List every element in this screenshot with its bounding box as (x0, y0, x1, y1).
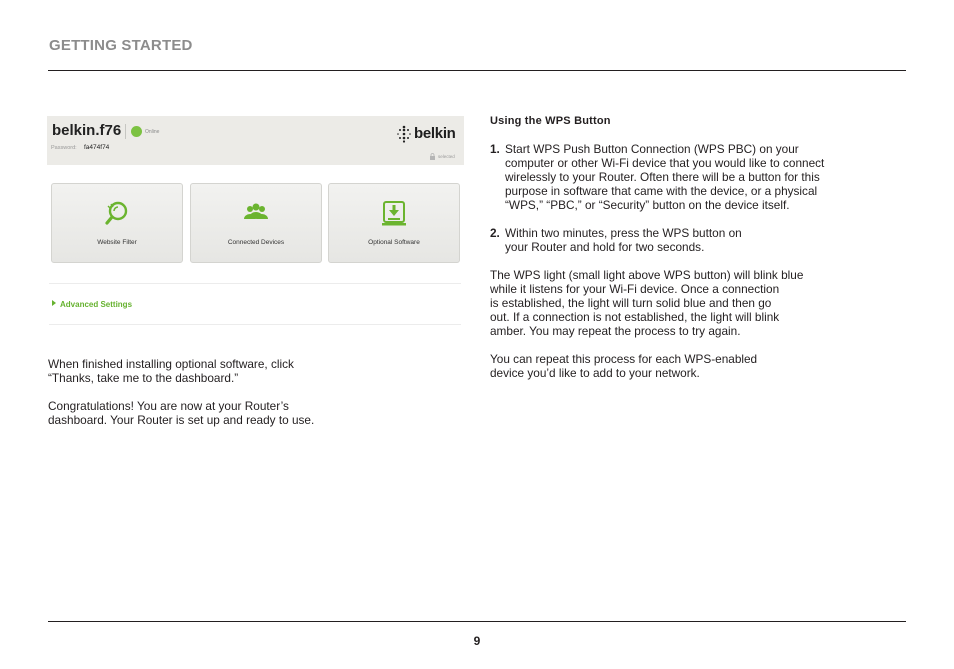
paragraph: When finished installing optional software, click “Thanks, take me to the dashboard.” (48, 357, 294, 385)
divider (125, 124, 126, 139)
device-name: belkin.f76 (52, 122, 122, 139)
tile-label: Connected Devices (227, 239, 285, 246)
website-filter-icon (103, 199, 131, 227)
belkin-logo (396, 124, 460, 144)
password-value: fa474f74 (84, 144, 110, 151)
optional-software-icon (380, 199, 408, 227)
status-text: Online (145, 129, 160, 135)
paragraph: Congratulations! You are now at your Router’s dashboard. Your Router is set up and ready to use. (48, 399, 315, 427)
optional-software-tile[interactable] (328, 183, 460, 263)
wps-heading: Using the WPS Button (490, 115, 611, 127)
online-status-icon (131, 126, 142, 137)
step-number: 1. (490, 142, 500, 156)
belkin-logo-icon (396, 125, 412, 143)
step-number: 2. (490, 226, 500, 240)
password-label: Password: (51, 145, 77, 151)
advanced-settings-link[interactable]: Advanced Settings (60, 300, 133, 309)
footer-rule (48, 621, 906, 622)
website-filter-tile[interactable] (51, 183, 183, 263)
list-item (490, 226, 890, 254)
step-text: Start WPS Push Button Connection (WPS PBC) on your computer or other Wi-Fi device that you would like to connect wirelessly to your Router. Often there will be a button for this purpose in software that came with the device, or a physical “WPS,” “PBC,” or “Security” button on the device itself. (505, 142, 825, 212)
paragraph: The WPS light (small light above WPS button) will blink blue while it listens for your Wi-Fi device. Once a connection is established, the light will turn solid blue and then go out. If a connection is not established, the light will blink amber. You may repeat the process to try again. (490, 268, 804, 338)
chevron-right-icon (52, 300, 56, 306)
section-title: GETTING STARTED (49, 37, 193, 54)
right-column (490, 114, 890, 394)
dashboard-header (47, 116, 464, 165)
connected-devices-icon (242, 199, 270, 227)
list-item (490, 142, 890, 212)
page-number: 9 (473, 634, 481, 648)
divider (49, 283, 461, 284)
tile-label: Optional Software (368, 239, 420, 246)
left-column (48, 357, 368, 441)
header-rule (48, 70, 906, 71)
router-dashboard-screenshot (47, 116, 464, 328)
belkin-logo-text: belkin (414, 125, 456, 142)
tile-label: Website Filter (97, 239, 137, 246)
step-text: Within two minutes, press the WPS button on your Router and hold for two seconds. (505, 226, 742, 254)
paragraph: You can repeat this process for each WPS-enabled device you’d like to add to your network. (490, 352, 758, 380)
connected-devices-tile[interactable] (190, 183, 322, 263)
divider (49, 324, 461, 325)
lock-icon (429, 153, 436, 160)
secure-label: selected (438, 154, 455, 159)
